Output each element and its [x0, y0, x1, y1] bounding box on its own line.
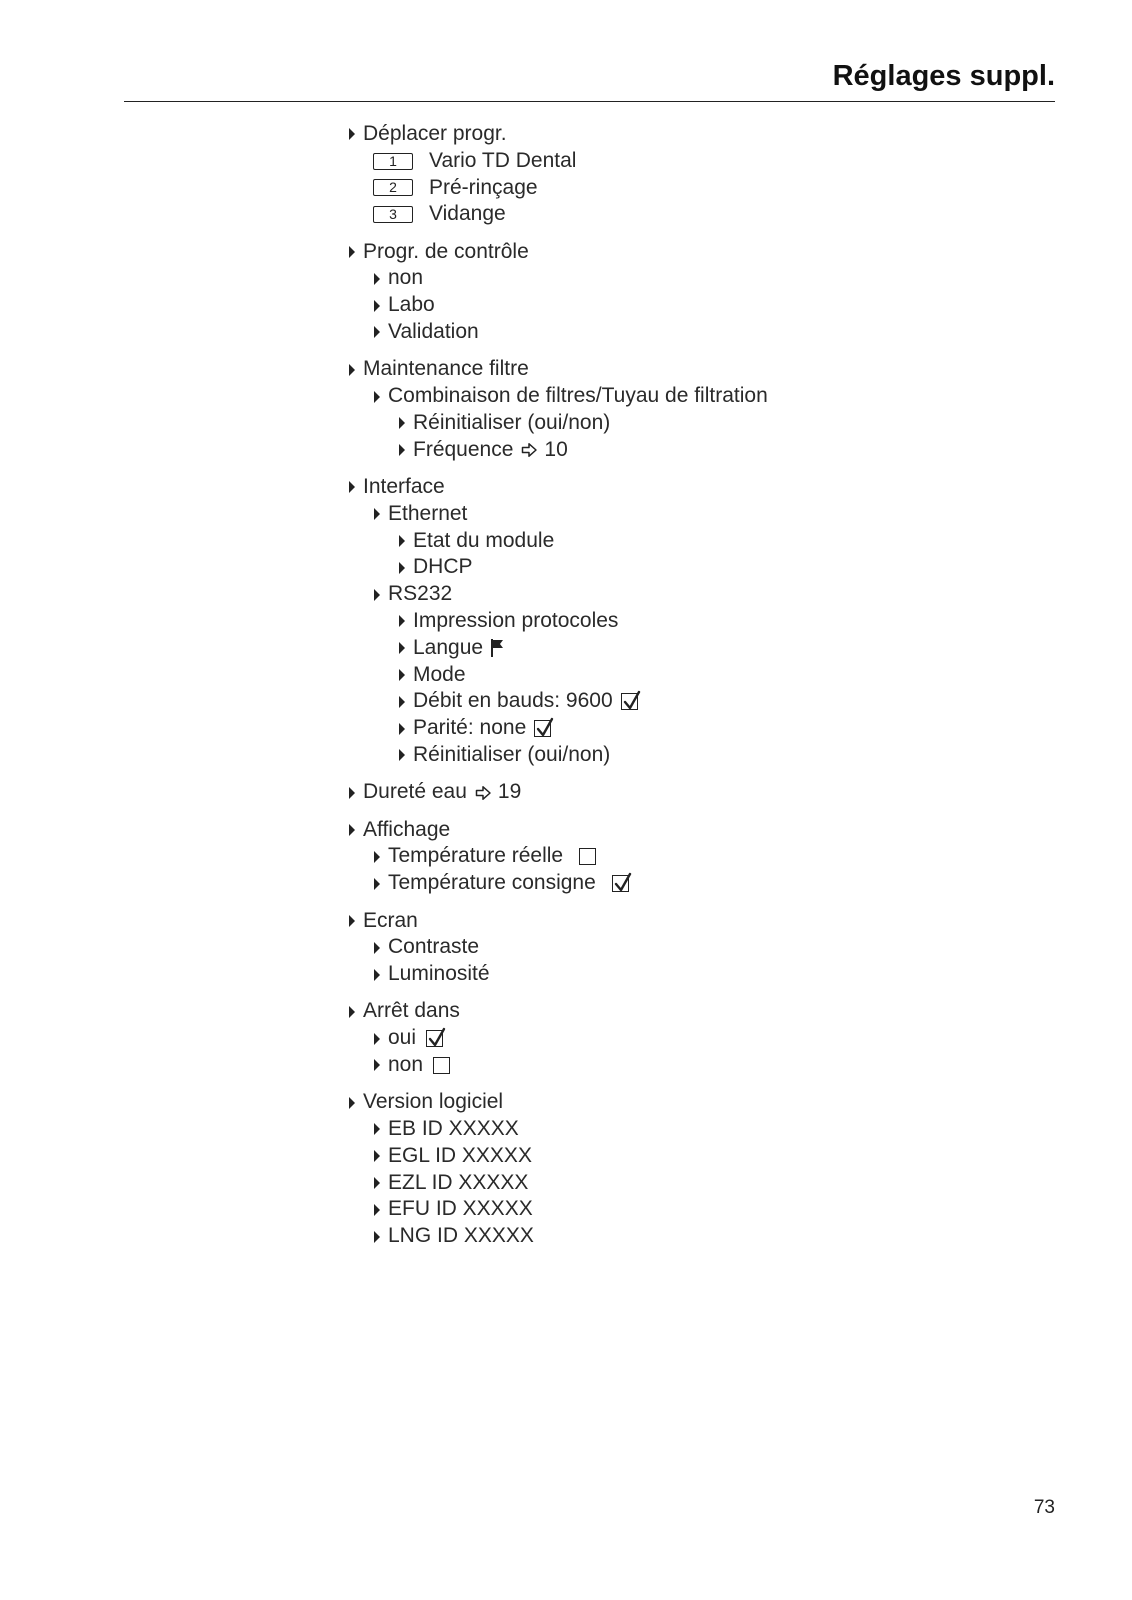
triangle-right-icon [374, 1033, 380, 1045]
checkbox-checked-icon [612, 875, 629, 892]
version-ezl: EZL ID XXXXX [348, 1170, 948, 1197]
key-3-icon: 3 [373, 206, 413, 223]
triangle-right-icon [374, 508, 380, 520]
checkbox-checked-icon [534, 720, 551, 737]
triangle-right-icon [374, 1123, 380, 1135]
triangle-right-icon [374, 273, 380, 285]
triangle-right-icon [374, 878, 380, 890]
triangle-right-icon [374, 969, 380, 981]
triangle-right-icon [374, 942, 380, 954]
triangle-right-icon [399, 642, 405, 654]
checkbox-empty-icon [579, 848, 596, 865]
triangle-right-icon [374, 1204, 380, 1216]
menu-item-deplacer-progr: Déplacer progr. [348, 121, 948, 148]
triangle-right-icon [349, 364, 355, 376]
version-lng: LNG ID XXXXX [348, 1223, 948, 1250]
option-mode: Mode [348, 662, 948, 689]
option-etat-module: Etat du module [348, 528, 948, 555]
menu-item-progr-controle: Progr. de contrôle [348, 239, 948, 266]
triangle-right-icon [374, 1150, 380, 1162]
header-divider [124, 101, 1055, 102]
triangle-right-icon [374, 391, 380, 403]
checkbox-checked-icon [426, 1030, 443, 1047]
option-oui: oui [348, 1025, 948, 1052]
submenu-rs232: RS232 [348, 581, 948, 608]
flag-icon [490, 638, 504, 658]
page-title: Réglages suppl. [832, 60, 1055, 92]
triangle-right-icon [349, 246, 355, 258]
option-validation: Validation [348, 319, 948, 346]
program-slot-1: 1 Vario TD Dental [348, 148, 948, 175]
triangle-right-icon [349, 1006, 355, 1018]
triangle-right-icon [349, 1097, 355, 1109]
triangle-right-icon [374, 851, 380, 863]
triangle-right-icon [349, 915, 355, 927]
option-langue: Langue [348, 635, 948, 662]
triangle-right-icon [399, 535, 405, 547]
triangle-right-icon [399, 615, 405, 627]
triangle-right-icon [374, 1059, 380, 1071]
menu-item-affichage: Affichage [348, 817, 948, 844]
option-dhcp: DHCP [348, 554, 948, 581]
triangle-right-icon [349, 787, 355, 799]
submenu-combinaison-filtres: Combinaison de filtres/Tuyau de filtration [348, 383, 948, 410]
triangle-right-icon [349, 824, 355, 836]
triangle-right-icon [374, 589, 380, 601]
menu-item-maintenance-filtre: Maintenance filtre [348, 356, 948, 383]
triangle-right-icon [399, 417, 405, 429]
outline-arrow-right-icon [521, 442, 538, 458]
version-egl: EGL ID XXXXX [348, 1143, 948, 1170]
option-non-arret: non [348, 1052, 948, 1079]
menu-item-durete-eau: Dureté eau 19 [348, 779, 948, 806]
option-parite: Parité: none [348, 715, 948, 742]
option-non: non [348, 265, 948, 292]
program-slot-3: 3 Vidange [348, 201, 948, 228]
triangle-right-icon [374, 1177, 380, 1189]
option-contraste: Contraste [348, 934, 948, 961]
triangle-right-icon [399, 669, 405, 681]
version-efu: EFU ID XXXXX [348, 1196, 948, 1223]
triangle-right-icon [399, 562, 405, 574]
option-reinitialiser: Réinitialiser (oui/non) [348, 410, 948, 437]
checkbox-empty-icon [433, 1057, 450, 1074]
option-reinitialiser-rs232: Réinitialiser (oui/non) [348, 742, 948, 769]
option-temperature-reelle: Température réelle [348, 843, 948, 870]
option-frequence: Fréquence 10 [348, 437, 948, 464]
triangle-right-icon [399, 749, 405, 761]
triangle-right-icon [349, 481, 355, 493]
menu-item-arret-dans: Arrêt dans [348, 998, 948, 1025]
option-labo: Labo [348, 292, 948, 319]
key-1-icon: 1 [373, 153, 413, 170]
submenu-ethernet: Ethernet [348, 501, 948, 528]
option-debit-bauds: Débit en bauds: 9600 [348, 688, 948, 715]
program-slot-2: 2 Pré-rinçage [348, 175, 948, 202]
checkbox-checked-icon [621, 693, 638, 710]
triangle-right-icon [349, 128, 355, 140]
menu-item-interface: Interface [348, 474, 948, 501]
option-temperature-consigne: Température consigne [348, 870, 948, 897]
triangle-right-icon [374, 1231, 380, 1243]
key-2-icon: 2 [373, 179, 413, 196]
settings-menu-tree [348, 121, 948, 1250]
option-impression-protocoles: Impression protocoles [348, 608, 948, 635]
triangle-right-icon [374, 300, 380, 312]
outline-arrow-right-icon [475, 785, 492, 801]
triangle-right-icon [399, 696, 405, 708]
triangle-right-icon [399, 444, 405, 456]
triangle-right-icon [399, 723, 405, 735]
version-eb: EB ID XXXXX [348, 1116, 948, 1143]
option-luminosite: Luminosité [348, 961, 948, 988]
page-number: 73 [1033, 1497, 1055, 1518]
triangle-right-icon [374, 326, 380, 338]
menu-item-version-logiciel: Version logiciel [348, 1089, 948, 1116]
menu-item-ecran: Ecran [348, 908, 948, 935]
